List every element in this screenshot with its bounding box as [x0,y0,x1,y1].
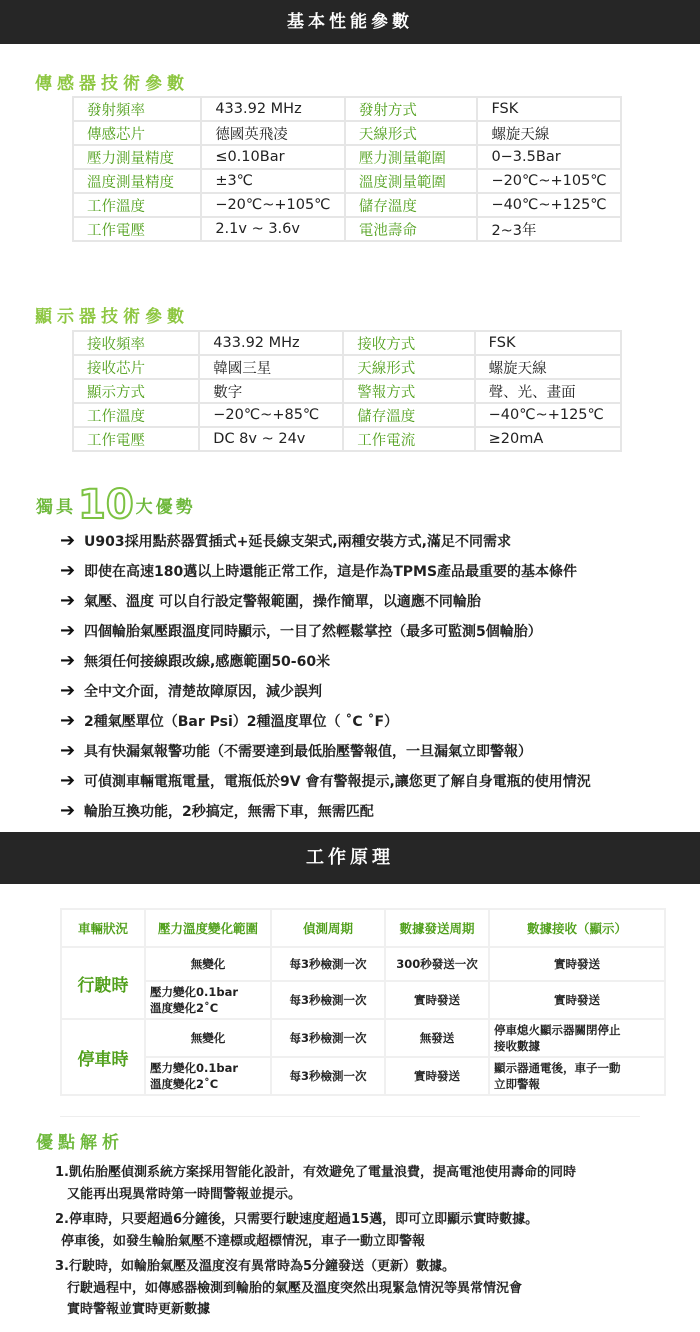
spec-label: 壓力測量範圍 [345,145,478,169]
spec-label: 接收芯片 [73,355,199,379]
spec-value: DC 8v ~ 24v [199,427,343,451]
receive-line: 顯示器通電後，車子一動 [494,1061,621,1075]
work-header-cell: 偵測周期 [271,909,385,947]
advantage-item [60,556,591,586]
receive-cell [489,981,665,1019]
spec-value: 433.92 MHz [199,331,343,355]
spec-value: ≤0.10Bar [201,145,345,169]
detect-cycle: 每3秒檢測一次 [271,981,385,1019]
spec-value: 數字 [199,379,343,403]
sensor-params-title: 傳感器技術參數 [35,74,189,94]
send-cycle: 300秒發送一次 [385,947,489,981]
spec-row [73,427,621,451]
arrow-right-icon: ➔ [60,620,76,641]
analysis-title: 優點解析 [36,1133,124,1153]
receive-line: 實時發送 [554,957,600,971]
work-header-cell: 數據發送周期 [385,909,489,947]
advantages-suffix: 大優勢 [135,497,196,518]
spec-value: 螺旋天線 [475,355,621,379]
spec-label: 工作電壓 [73,427,199,451]
spec-label: 溫度測量精度 [73,169,201,193]
spec-value: 0−3.5Bar [477,145,621,169]
spec-label: 電池壽命 [345,217,478,241]
spec-value: 433.92 MHz [201,97,345,121]
spec-label: 傳感芯片 [73,121,201,145]
advantage-text: 即使在高速180邁以上時還能正常工作，這是作為TPMS產品最重要的基本條件 [84,564,578,580]
receive-cell [489,947,665,981]
condition-line: 無變化 [190,957,226,971]
advantage-text: 可偵測車輛電瓶電量，電瓶低於9V 會有警報提示,讓您更了解自身電瓶的使用情況 [84,774,591,790]
spec-value: 2~3年 [477,217,621,241]
detect-cycle: 每3秒檢測一次 [271,947,385,981]
arrow-right-icon: ➔ [60,680,76,701]
arrow-right-icon: ➔ [60,710,76,731]
work-row [61,981,665,1019]
spec-label: 工作電流 [343,427,474,451]
advantage-text: 2種氣壓單位（Bar Psi）2種溫度單位（ ˚C ˚F） [84,714,399,730]
receive-line: 接收數據 [494,1039,540,1053]
spec-row [73,121,621,145]
advantage-item [60,796,591,826]
spec-value: ≥20mA [475,427,621,451]
condition-line: 壓力變化0.1bar [150,985,239,999]
condition-cell [145,1057,271,1095]
spec-value: −20℃~+105℃ [477,169,621,193]
advantage-item [60,526,591,556]
work-row [61,1019,665,1057]
condition-cell [145,947,271,981]
work-principle-banner: 工作原理 [0,832,700,884]
sensor-params-table [72,96,622,242]
receive-cell [489,1019,665,1057]
advantage-item [60,766,591,796]
spec-value: 聲、光、畫面 [475,379,621,403]
spec-value: −20℃~+105℃ [201,193,345,217]
advantages-title [36,482,196,528]
detect-cycle: 每3秒檢測一次 [271,1057,385,1095]
spec-value: −40℃~+125℃ [475,403,621,427]
analysis-text [55,1162,576,1321]
spec-label: 壓力測量精度 [73,145,201,169]
spec-value: 2.1v ~ 3.6v [201,217,345,241]
advantage-text: 具有快漏氣報警功能（不需要達到最低胎壓警報值，一旦漏氣立即警報） [84,744,532,760]
receive-line: 停車熄火顯示器關閉停止 [494,1023,621,1037]
spec-label: 發射頻率 [73,97,201,121]
advantage-item [60,616,591,646]
condition-line: 無變化 [190,1031,226,1045]
detect-cycle: 每3秒檢測一次 [271,1019,385,1057]
advantage-item [60,646,591,676]
spec-label: 工作溫度 [73,193,201,217]
analysis-line: 實時警報並實時更新數據 [67,1302,211,1317]
spec-value: FSK [475,331,621,355]
receive-line: 實時發送 [554,993,600,1007]
analysis-line: 行駛過程中，如傳感器檢測到輪胎的氣壓及溫度突然出現緊急情況等異常情況會 [67,1280,523,1296]
spec-row [73,355,621,379]
spec-label: 溫度測量範圍 [345,169,478,193]
analysis-line: 停車後，如發生輪胎氣壓不達標或超標情況，車子一動立即警報 [61,1233,426,1249]
work-row [61,947,665,981]
spec-row [73,145,621,169]
work-row [61,1057,665,1095]
advantage-text: 氣壓、溫度 可以自行設定警報範圍，操作簡單，以適應不同輪胎 [84,594,481,610]
spec-label: 天線形式 [343,355,474,379]
condition-line: 壓力變化0.1bar [150,1061,239,1075]
spec-value: 螺旋天線 [477,121,621,145]
advantages-list [60,526,591,826]
advantages-prefix: 獨具 [36,497,76,518]
condition-line: 溫度變化2˚C [150,1001,219,1015]
advantage-item [60,736,591,766]
send-cycle: 實時發送 [385,981,489,1019]
advantage-text: 無須任何接線跟改線,感應範圍50-60米 [84,654,331,670]
spec-row [73,97,621,121]
arrow-right-icon: ➔ [60,740,76,761]
condition-cell [145,981,271,1019]
spec-value: 韓國三星 [199,355,343,379]
arrow-right-icon: ➔ [60,560,76,581]
spec-row [73,217,621,241]
condition-line: 溫度變化2˚C [150,1077,219,1091]
spec-label: 接收方式 [343,331,474,355]
display-params-table [72,330,622,452]
spec-row [73,379,621,403]
spec-label: 發射方式 [345,97,478,121]
spec-label: 儲存溫度 [343,403,474,427]
vehicle-state: 停車時 [61,1019,145,1095]
arrow-right-icon: ➔ [60,650,76,671]
arrow-right-icon: ➔ [60,770,76,791]
arrow-right-icon: ➔ [60,800,76,821]
advantage-item [60,706,591,736]
spec-value: −20℃~+85℃ [199,403,343,427]
analysis-line: 1.凱佑胎壓偵測系統方案採用智能化設計，有效避免了電量浪費，提高電池使用壽命的同時 [55,1165,576,1180]
spec-row [73,403,621,427]
spec-value: ±3℃ [201,169,345,193]
work-header-cell: 壓力溫度變化範圍 [145,909,271,947]
spec-value: −40℃~+125℃ [477,193,621,217]
analysis-line: 3.行駛時，如輪胎氣壓及溫度沒有異常時為5分鐘發送（更新）數據。 [55,1259,456,1274]
work-header-cell: 數據接收（顯示） [489,909,665,947]
analysis-line: 2.停車時，只要超過6分鐘後，只需要行駛速度超過15邁，即可立即顯示實時數據。 [55,1212,539,1227]
receive-line: 立即警報 [494,1077,540,1091]
divider [60,1116,640,1117]
advantage-item [60,676,591,706]
spec-label: 工作溫度 [73,403,199,427]
work-header-row [61,909,665,947]
display-params-title: 顯示器技術參數 [35,307,189,327]
spec-value: 德國英飛凌 [201,121,345,145]
work-header-cell: 車輛狀況 [61,909,145,947]
condition-cell [145,1019,271,1057]
analysis-line: 又能再出現異常時第一時間警報並提示。 [67,1186,302,1202]
arrow-right-icon: ➔ [60,530,76,551]
send-cycle: 無發送 [385,1019,489,1057]
vehicle-state: 行駛時 [61,947,145,1019]
advantage-text: 四個輪胎氣壓跟溫度同時顯示，一目了然輕鬆掌控（最多可監測5個輪胎） [84,624,542,640]
spec-label: 接收頻率 [73,331,199,355]
spec-label: 警報方式 [343,379,474,403]
spec-value: FSK [477,97,621,121]
receive-cell [489,1057,665,1095]
spec-row [73,193,621,217]
advantage-text: 輪胎互換功能，2秒搞定，無需下車，無需匹配 [84,804,374,820]
spec-label: 顯示方式 [73,379,199,403]
advantage-text: 全中文介面，清楚故障原因，減少誤判 [84,684,322,700]
advantage-text: U903採用點菸器質插式+延長線支架式,兩種安裝方式,滿足不同需求 [84,534,511,550]
spec-label: 儲存溫度 [345,193,478,217]
send-cycle: 實時發送 [385,1057,489,1095]
work-principle-table [60,908,666,1096]
advantages-number: 10 [78,482,134,528]
spec-row [73,169,621,193]
basic-params-banner: 基本性能參數 [0,0,700,44]
advantage-item [60,586,591,616]
arrow-right-icon: ➔ [60,590,76,611]
spec-row [73,331,621,355]
spec-label: 天線形式 [345,121,478,145]
spec-label: 工作電壓 [73,217,201,241]
